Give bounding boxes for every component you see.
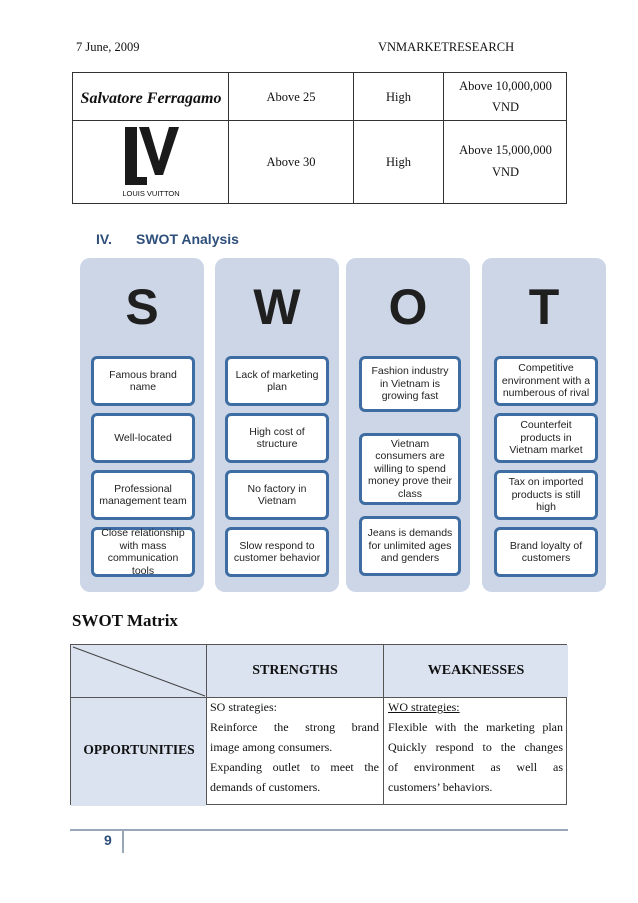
swot-letter-s: S (125, 279, 159, 335)
swot-item: Professional management team (91, 470, 195, 520)
lv-logo-text: LOUIS VUITTON (122, 189, 180, 198)
swot-letter-w: W (253, 279, 301, 335)
ferragamo-logo (79, 81, 223, 113)
swot-item: Lack of marketing plan (225, 356, 329, 406)
swot-item: Tax on imported products is still high (494, 470, 598, 520)
swot-matrix-table (70, 644, 567, 805)
section-heading: SWOT Analysis (136, 231, 239, 247)
wo-line: customers’ behaviors. (388, 780, 493, 794)
wo-strategies (388, 697, 563, 797)
swot-item: Competitive environment with a numberous of rival (494, 356, 598, 406)
swot-item: Jeans is demands for unlimited ages and genders (359, 516, 461, 576)
wo-line: Flexible with the marketing plan (388, 720, 563, 734)
page-number: 9 (104, 832, 112, 848)
so-line: demands of customers. (210, 780, 321, 794)
opportunities-header: OPPORTUNITIES (83, 742, 195, 757)
swot-item: Brand loyalty of customers (494, 527, 598, 577)
wo-line: of environment as well as (388, 760, 563, 774)
swot-item: Vietnam consumers are willing to spend money prove their class (359, 433, 461, 505)
so-strategies (210, 697, 379, 797)
swot-item: No factory in Vietnam (225, 470, 329, 520)
brand-price: Above 15,000,000 (459, 143, 552, 157)
brand-age: Above 30 (266, 155, 316, 169)
so-line: image among consumers. (210, 740, 333, 754)
footer-divider (122, 831, 124, 853)
so-line: Expanding outlet to meet the (210, 760, 379, 774)
swot-item: Famous brand name (91, 356, 195, 406)
brand-income: High (386, 90, 411, 104)
wo-title: WO strategies: (388, 700, 460, 714)
swot-item: Counterfeit products in Vietnam market (494, 413, 598, 463)
so-line: Reinforce the strong brand (210, 720, 379, 734)
brand-price: Above 10,000,000 (459, 79, 552, 93)
so-title: SO strategies: (210, 700, 277, 714)
matrix-title: SWOT Matrix (72, 611, 178, 630)
louis-vuitton-logo (113, 125, 189, 199)
header-title: VNMARKETRESEARCH (378, 40, 515, 54)
swot-item: High cost of structure (225, 413, 329, 463)
brand-table (72, 72, 567, 204)
swot-letter-t: T (528, 279, 560, 335)
brand-price-unit: VND (491, 165, 520, 179)
ferragamo-logo-text: Salvatore Ferragamo (80, 90, 222, 107)
swot-item: Slow respond to customer behavior (225, 527, 329, 577)
footer-rule (70, 829, 568, 831)
section-number: IV. (96, 231, 112, 247)
strengths-header: STRENGTHS (252, 663, 338, 678)
swot-item: Fashion industry in Vietnam is growing fast (359, 356, 461, 412)
swot-item: Close relationship with mass communication tools (91, 527, 195, 577)
brand-income: High (386, 155, 411, 169)
header-date: 7 June, 2009 (76, 40, 140, 54)
weaknesses-header: WEAKNESSES (427, 663, 525, 678)
diagonal-divider (71, 645, 207, 698)
brand-age: Above 25 (266, 90, 316, 104)
brand-price-unit: VND (491, 100, 520, 114)
swot-item: Well-located (91, 413, 195, 463)
ferragamo-logo-mark (79, 83, 223, 111)
lv-monogram-icon (113, 125, 189, 199)
wo-line: Quickly respond to the changes (388, 740, 563, 754)
swot-letter-o: O (388, 279, 428, 335)
